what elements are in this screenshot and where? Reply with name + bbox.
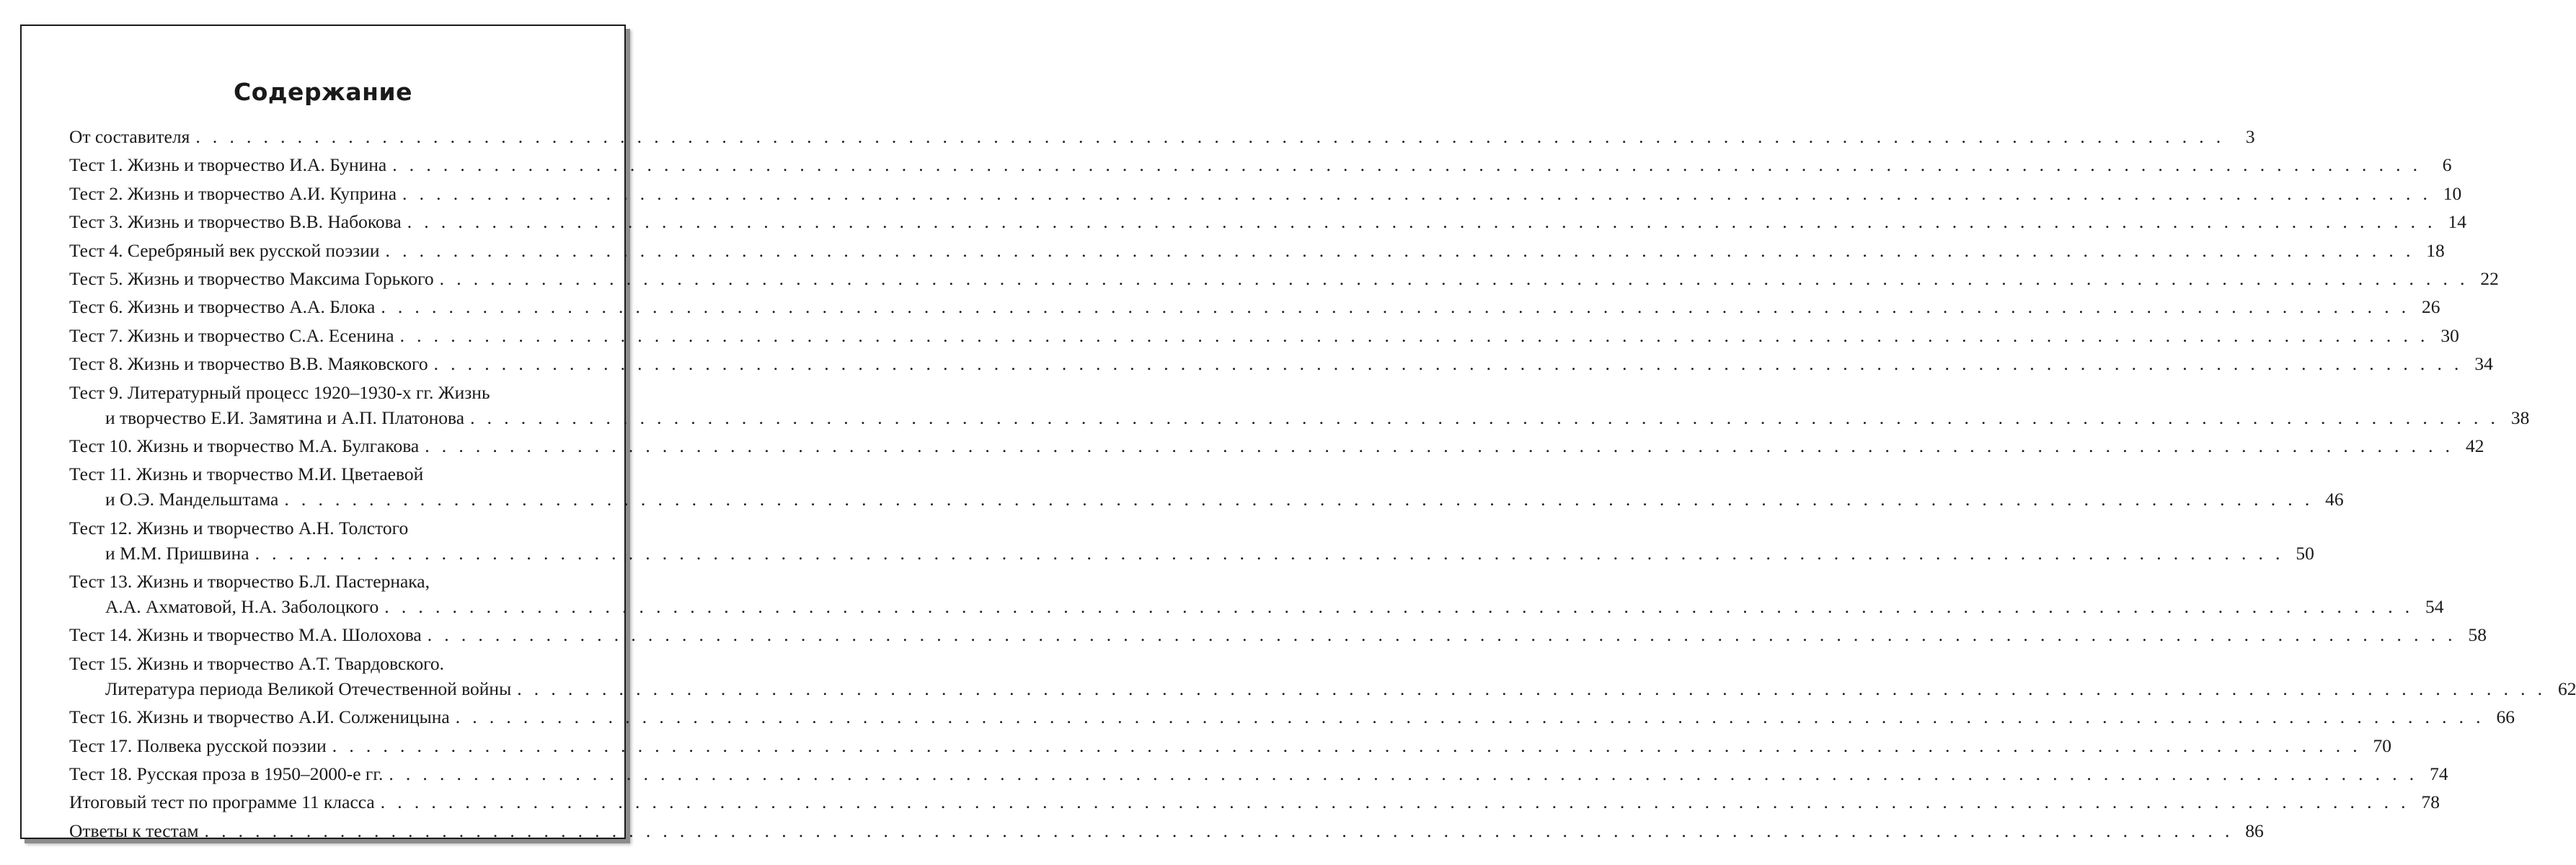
dot-leader: . . . . . . . . . . . . . . . . . . . . . . . . . . . . . . . . . . . . . . . . . . . . . . . . . . . . . . . . . . . . . . . . . . . . . . . . . . . . . . . . . . . . . . . . . . . . . . . . . . . . . . . . . . . . . . . . . . . . . . . . — [380, 791, 2409, 813]
toc-entry-line — [69, 433, 2484, 458]
toc-entry-line — [69, 181, 2462, 206]
toc-entry — [69, 569, 2444, 619]
toc-entry-line — [69, 704, 2515, 729]
dot-leader: . . . . . . . . . . . . . . . . . . . . . . . . . . . . . . . . . . . . . . . . . . . . . . . . . . . . . . . . . . . . . . . . . . . . . . . . . . . . . . . . . . . . . . . . . . . . . . . . . . . . . . . . . . . . . . . . . . . . . . . . — [284, 489, 2314, 510]
page-number: 78 — [2421, 791, 2440, 813]
dot-leader: . . . . . . . . . . . . . . . . . . . . . . . . . . . . . . . . . . . . . . . . . . . . . . . . . . . . . . . . . . . . . . . . . . . . . . . . . . . . . . . . . . . . . . . . . . . . . . . . . . . . . . . . . . . . . . . . . . . . . . . . — [254, 542, 2284, 564]
toc-entry-line — [69, 461, 624, 487]
page-number: 3 — [2245, 126, 2255, 147]
page-number: 46 — [2325, 489, 2344, 510]
page-number: 18 — [2426, 239, 2445, 261]
toc-entry-line — [69, 238, 2445, 263]
toc-entry — [69, 351, 2493, 376]
toc-entry — [69, 515, 2314, 566]
toc-entry-title: От составителя — [69, 126, 190, 147]
toc-entry — [69, 266, 2499, 291]
dot-leader: . . . . . . . . . . . . . . . . . . . . . . . . . . . . . . . . . . . . . . . . . . . . . . . . . . . . . . . . . . . . . . . . . . . . . . . . . . . . . . . . . . . . . . . . . . . . . . . . . . . . . . . . . . . . . . . . . . . . . . . . — [439, 267, 2469, 289]
page-number: 50 — [2296, 542, 2314, 564]
table-of-contents — [69, 124, 2576, 846]
toc-entry-line — [69, 569, 624, 594]
dot-leader: . . . . . . . . . . . . . . . . . . . . . . . . . . . . . . . . . . . . . . . . . . . . . . . . . . . . . . . . . . . . . . . . . . . . . . . . . . . . . . . . . . . . . . . . . . . . . . . . . . . . . . . . . . . . . . . . . . . . . . . . — [433, 353, 2463, 375]
page-number: 38 — [2510, 407, 2530, 428]
toc-entry-title: Тест 7. Жизнь и творчество С.А. Есенина — [69, 324, 394, 346]
toc-entry-line — [69, 294, 2440, 319]
toc-entry-title: Тест 5. Жизнь и творчество Максима Горького — [69, 267, 434, 289]
toc-entry — [69, 433, 2484, 458]
toc-entry — [69, 789, 2440, 815]
toc-entry — [69, 294, 2440, 319]
toc-entry-title: Тест 15. Жизнь и творчество А.Т. Твардовского. — [69, 652, 445, 674]
dot-leader: . . . . . . . . . . . . . . . . . . . . . . . . . . . . . . . . . . . . . . . . . . . . . . . . . . . . . . . . . . . . . . . . . . . . . . . . . . . . . . . . . . . . . . . . . . . . . . . . . . . . . . . . . . . . . . . . . . . . . . . . — [195, 126, 2225, 147]
toc-entry-title: и творчество Е.И. Замятина и А.П. Платонова — [105, 407, 465, 428]
toc-entry-line — [69, 351, 2493, 376]
toc-entry-title: Литература периода Великой Отечественной войны — [105, 678, 512, 699]
toc-entry-title: Тест 9. Литературный процесс 1920–1930-х гг. Жизнь — [69, 381, 490, 403]
toc-entry — [69, 818, 2264, 843]
dot-leader: . . . . . . . . . . . . . . . . . . . . . . . . . . . . . . . . . . . . . . . . . . . . . . . . . . . . . . . . . . . . . . . . . . . . . . . . . . . . . . . . . . . . . . . . . . . . . . . . . . . . . . . . . . . . . . . . . . . . . . . . — [399, 324, 2429, 346]
toc-entry-line — [69, 124, 2255, 149]
toc-entry — [69, 124, 2255, 149]
toc-entry-line — [69, 152, 2452, 177]
toc-entry — [69, 238, 2445, 263]
toc-entry-line — [69, 622, 2487, 647]
toc-entry-line — [69, 733, 2392, 758]
toc-entry-line — [69, 651, 624, 676]
toc-entry-line — [69, 380, 624, 405]
toc-entry — [69, 651, 2576, 701]
page-number: 30 — [2440, 324, 2459, 346]
toc-entry-title: Тест 11. Жизнь и творчество М.И. Цветаевой — [69, 463, 424, 485]
toc-entry — [69, 622, 2487, 647]
toc-entry — [69, 181, 2462, 206]
page-number: 54 — [2425, 596, 2444, 618]
page-number: 70 — [2373, 735, 2392, 756]
toc-entry-title: Тест 14. Жизнь и творчество М.А. Шолохова — [69, 624, 422, 646]
dot-leader: . . . . . . . . . . . . . . . . . . . . . . . . . . . . . . . . . . . . . . . . . . . . . . . . . . . . . . . . . . . . . . . . . . . . . . . . . . . . . . . . . . . . . . . . . . . . . . . . . . . . . . . . . . . . . . . . . . . . . . . . — [402, 182, 2432, 204]
toc-entry-continuation — [69, 487, 2344, 512]
dot-leader: . . . . . . . . . . . . . . . . . . . . . . . . . . . . . . . . . . . . . . . . . . . . . . . . . . . . . . . . . . . . . . . . . . . . . . . . . . . . . . . . . . . . . . . . . . . . . . . . . . . . . . . . . . . . . . . . . . . . . . . . — [384, 596, 2414, 618]
toc-entry-line — [69, 209, 2466, 234]
toc-entry-continuation — [69, 541, 2314, 566]
toc-entry — [69, 152, 2452, 177]
page-number: 34 — [2474, 353, 2493, 375]
dot-leader: . . . . . . . . . . . . . . . . . . . . . . . . . . . . . . . . . . . . . . . . . . . . . . . . . . . . . . . . . . . . . . . . . . . . . . . . . . . . . . . . . . . . . . . . . . . . . . . . . . . . . . . . . . . . . . . . . . . . . . . . — [425, 435, 2454, 456]
toc-entry-title: Тест 18. Русская проза в 1950–2000-е гг. — [69, 763, 384, 785]
toc-entry — [69, 323, 2459, 348]
toc-entry-line — [69, 818, 2264, 843]
page-number: 74 — [2430, 763, 2448, 785]
dot-leader: . . . . . . . . . . . . . . . . . . . . . . . . . . . . . . . . . . . . . . . . . . . . . . . . . . . . . . . . . . . . . . . . . . . . . . . . . . . . . . . . . . . . . . . . . . . . . . . . . . . . . . . . . . . . . . . . . . . . . . . . — [381, 296, 2410, 318]
toc-entry-title: Тест 17. Полвека русской поэзии — [69, 735, 327, 756]
page-number: 6 — [2442, 154, 2452, 176]
toc-entry-title: и М.М. Пришвина — [105, 542, 249, 564]
dot-leader: . . . . . . . . . . . . . . . . . . . . . . . . . . . . . . . . . . . . . . . . . . . . . . . . . . . . . . . . . . . . . . . . . . . . . . . . . . . . . . . . . . . . . . . . . . . . . . . . . . . . . . . . . . . . . . . . . . . . . . . . — [470, 407, 2500, 428]
toc-entry-title: Тест 13. Жизнь и творчество Б.Л. Пастернака, — [69, 571, 430, 593]
dot-leader: . . . . . . . . . . . . . . . . . . . . . . . . . . . . . . . . . . . . . . . . . . . . . . . . . . . . . . . . . . . . . . . . . . . . . . . . . . . . . . . . . . . . . . . . . . . . . . . . . . . . . . . . . . . . . . . . . . . . . . . . — [332, 735, 2362, 756]
toc-entry-line — [69, 323, 2459, 348]
toc-entry-title: Тест 6. Жизнь и творчество А.А. Блока — [69, 296, 376, 318]
toc-entry-title: Тест 8. Жизнь и творчество В.В. Маяковского — [69, 353, 428, 375]
page-number: 22 — [2480, 267, 2499, 289]
toc-entry-line — [69, 789, 2440, 815]
page-number: 62 — [2557, 678, 2576, 699]
dot-leader: . . . . . . . . . . . . . . . . . . . . . . . . . . . . . . . . . . . . . . . . . . . . . . . . . . . . . . . . . . . . . . . . . . . . . . . . . . . . . . . . . . . . . . . . . . . . . . . . . . . . . . . . . . . . . . . . . . . . . . . . — [517, 678, 2546, 699]
toc-entry — [69, 461, 2344, 512]
toc-entry-line — [69, 266, 2499, 291]
toc-entry-title: Тест 2. Жизнь и творчество А.И. Куприна — [69, 182, 397, 204]
toc-entry-title: Ответы к тестам — [69, 820, 199, 841]
page-number: 10 — [2443, 182, 2462, 204]
page-number: 26 — [2422, 296, 2440, 318]
dot-leader: . . . . . . . . . . . . . . . . . . . . . . . . . . . . . . . . . . . . . . . . . . . . . . . . . . . . . . . . . . . . . . . . . . . . . . . . . . . . . . . . . . . . . . . . . . . . . . . . . . . . . . . . . . . . . . . . . . . . . . . . — [407, 211, 2436, 233]
page-number: 42 — [2465, 435, 2484, 456]
page-number: 86 — [2245, 820, 2264, 841]
toc-entry-title: Тест 3. Жизнь и творчество В.В. Набокова — [69, 211, 402, 233]
page-title: Содержание — [234, 78, 412, 106]
toc-entry-continuation — [69, 594, 2444, 619]
page-number: 66 — [2496, 706, 2515, 728]
toc-entry-line — [69, 515, 624, 541]
toc-entry-line — [69, 761, 2448, 786]
toc-entry-title: Тест 12. Жизнь и творчество А.Н. Толстого — [69, 517, 409, 538]
dot-leader: . . . . . . . . . . . . . . . . . . . . . . . . . . . . . . . . . . . . . . . . . . . . . . . . . . . . . . . . . . . . . . . . . . . . . . . . . . . . . . . . . . . . . . . . . . . . . . . . . . . . . . . . . . . . . . . . . . . . . . . . — [392, 154, 2422, 176]
toc-entry-title: Тест 4. Серебряный век русской поэзии — [69, 239, 380, 261]
dot-leader: . . . . . . . . . . . . . . . . . . . . . . . . . . . . . . . . . . . . . . . . . . . . . . . . . . . . . . . . . . . . . . . . . . . . . . . . . . . . . . . . . . . . . . . . . . . . . . . . . . . . . . . . . . . . . . . . . . . . . . . . — [389, 763, 2418, 785]
toc-entry-title: А.А. Ахматовой, Н.А. Заболоцкого — [105, 596, 379, 618]
dot-leader: . . . . . . . . . . . . . . . . . . . . . . . . . . . . . . . . . . . . . . . . . . . . . . . . . . . . . . . . . . . . . . . . . . . . . . . . . . . . . . . . . . . . . . . . . . . . . . . . . . . . . . . . . . . . . . . . . . . . . . . . — [385, 239, 2415, 261]
page-frame — [20, 25, 2576, 841]
dot-leader: . . . . . . . . . . . . . . . . . . . . . . . . . . . . . . . . . . . . . . . . . . . . . . . . . . . . . . . . . . . . . . . . . . . . . . . . . . . . . . . . . . . . . . . . . . . . . . . . . . . . . . . . . . . . . . . . . . . . . . . . — [427, 624, 2456, 646]
page-number: 14 — [2448, 211, 2466, 233]
toc-entry-title: Итоговый тест по программе 11 класса — [69, 791, 375, 813]
toc-entry-continuation — [69, 676, 2576, 701]
dot-leader: . . . . . . . . . . . . . . . . . . . . . . . . . . . . . . . . . . . . . . . . . . . . . . . . . . . . . . . . . . . . . . . . . . . . . . . . . . . . . . . . . . . . . . . . . . . . . . . . . . . . . . . . . . . . . . . . . . . . . . . . — [204, 820, 2234, 841]
toc-entry — [69, 209, 2466, 234]
toc-entry-title: и О.Э. Мандельштама — [105, 489, 279, 510]
toc-entry — [69, 380, 2530, 430]
dot-leader: . . . . . . . . . . . . . . . . . . . . . . . . . . . . . . . . . . . . . . . . . . . . . . . . . . . . . . . . . . . . . . . . . . . . . . . . . . . . . . . . . . . . . . . . . . . . . . . . . . . . . . . . . . . . . . . . . . . . . . . . — [455, 706, 2484, 728]
toc-entry-continuation — [69, 405, 2530, 430]
toc-entry-title: Тест 1. Жизнь и творчество И.А. Бунина — [69, 154, 387, 176]
toc-entry-title: Тест 16. Жизнь и творчество А.И. Солженицына — [69, 706, 450, 728]
page-number: 58 — [2468, 624, 2487, 646]
toc-entry — [69, 733, 2392, 758]
toc-entry — [69, 761, 2448, 786]
toc-entry — [69, 704, 2515, 729]
toc-entry-title: Тест 10. Жизнь и творчество М.А. Булгакова — [69, 435, 420, 456]
